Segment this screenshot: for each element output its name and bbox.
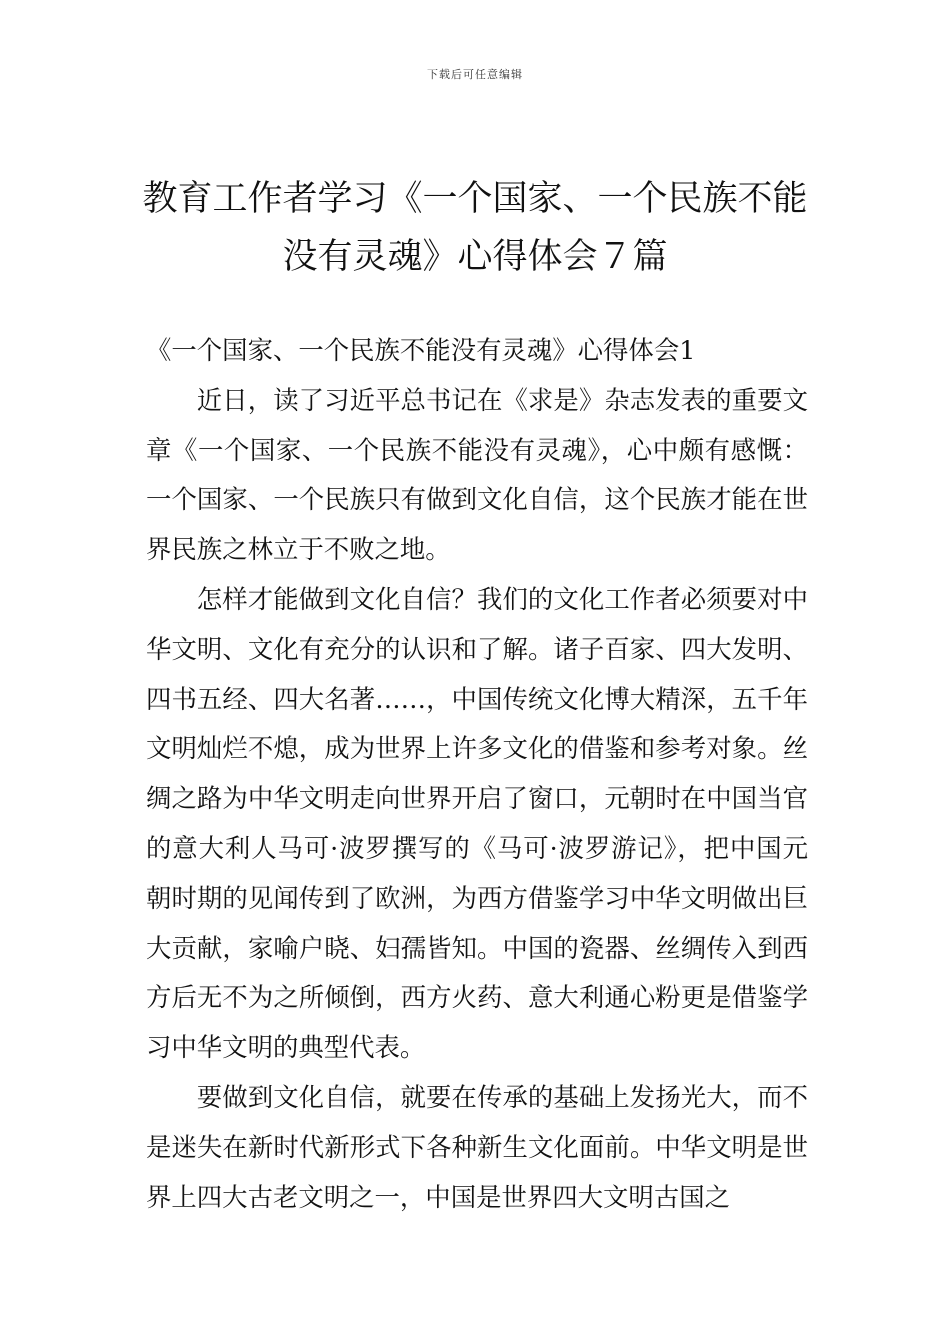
paragraph-3: 要做到文化自信，就要在传承的基础上发扬光大，而不是迷失在新时代新形式下各种新生文化面前。中华文明是世界上四大古老文明之一，中国是世界四大文明古国之 [146, 1081, 808, 1212]
paragraph-1: 近日，读了习近平总书记在《求是》杂志发表的重要文章《一个国家、一个民族不能没有灵魂》，心中颇有感慨：一个国家、一个民族只有做到文化自信，这个民族才能在世界民族之林立于不败之地。 [146, 384, 808, 565]
paragraph-2: 怎样才能做到文化自信？我们的文化工作者必须要对中华文明、文化有充分的认识和了解。诸子百家、四大发明、四书五经、四大名著……，中国传统文化博大精深，五千年文明灿烂不熄，成为世界上许多文化的借鉴和参考对象。丝绸之路为中华文明走向世界开启了窗口，元朝时在中国当官的意大利人马可·波罗撰写的《马可·波罗游记》，把中国元朝时期的见闻传到了欧洲，为西方借鉴学习中华文明做出巨大贡献，家喻户晓、妇孺皆知。中国的瓷器、丝绸传入到西方后无不为之所倾倒，西方火药、意大利通心粉更是借鉴学习中华文明的典型代表。 [146, 583, 808, 1063]
header-note: 下载后可任意编辑 [427, 68, 523, 81]
section-heading: 《一个国家、一个民族不能没有灵魂》心得体会1 [146, 335, 696, 365]
document-title: 教育工作者学习《一个国家、一个民族不能没有灵魂》心得体会７篇 [142, 179, 808, 277]
document-body [146, 326, 808, 1222]
